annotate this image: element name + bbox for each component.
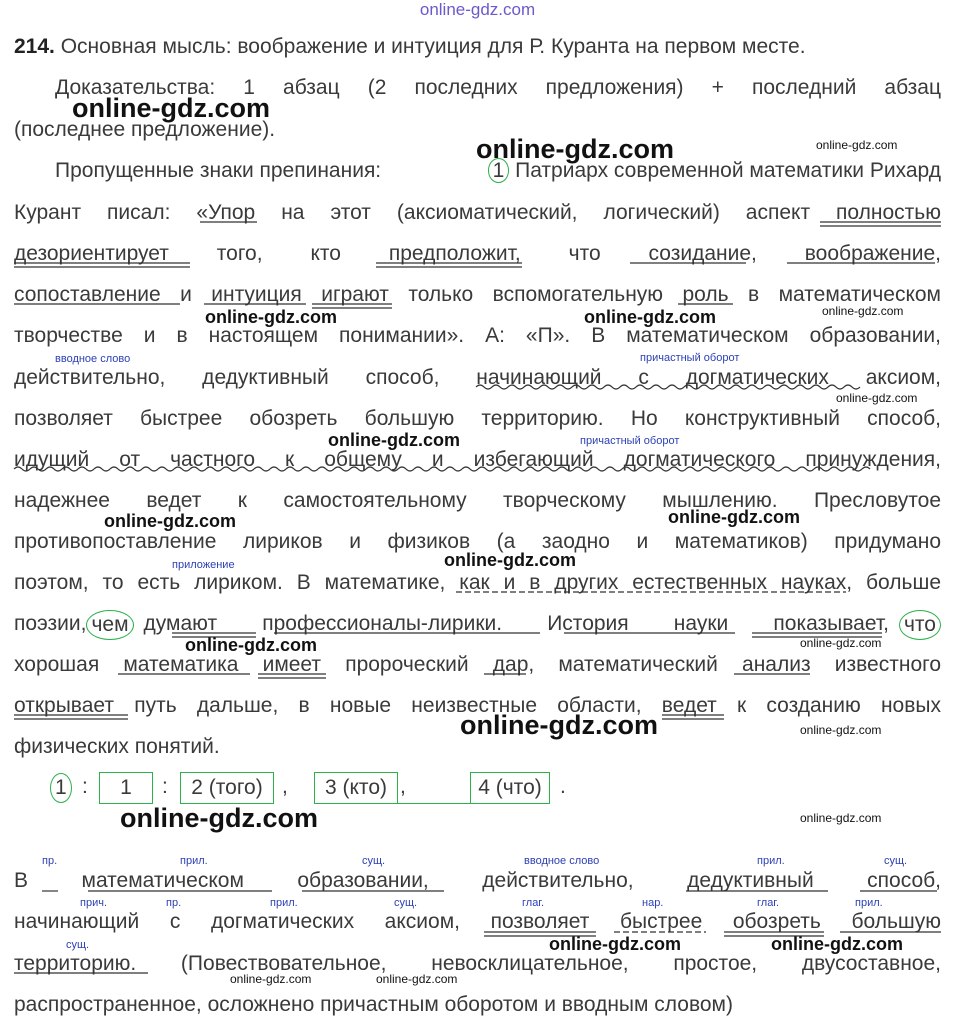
- tag-pr-2: пр.: [166, 897, 182, 909]
- watermark: online-gdz.com: [584, 307, 716, 327]
- parse-line-4: распространенное, осложнено причастным оборотом и вводным словом): [14, 993, 733, 1016]
- tag-glag-1: глаг.: [522, 897, 545, 909]
- watermark: online-gdz.com: [800, 811, 882, 825]
- text-14b: думают профессионалы-лирики. История науки показывает,: [143, 612, 889, 635]
- tag-prich: прич.: [80, 897, 108, 909]
- circle-chem: чем: [86, 610, 133, 640]
- watermark: online-gdz.com: [771, 934, 903, 954]
- watermark: online-gdz.com: [836, 391, 918, 405]
- tag-pr-1: пр.: [42, 855, 58, 867]
- scheme-colon-2: :: [162, 775, 168, 798]
- scheme-dot: .: [560, 775, 566, 798]
- watermark: online-gdz.com: [120, 803, 318, 833]
- tag-pril-2: прил.: [757, 855, 785, 867]
- scheme-circle-1: 1: [50, 773, 72, 803]
- wavy-nachinayushchiy: [476, 385, 860, 389]
- scheme-box-3: 3 (кто): [314, 772, 398, 804]
- tag-glag-2: глаг.: [757, 897, 780, 909]
- tag-sushch-4: сущ.: [66, 939, 90, 951]
- watermark: online-gdz.com: [668, 507, 800, 527]
- scheme-box-4: 4 (что): [470, 772, 550, 804]
- scheme-comma-2: ,: [400, 775, 406, 798]
- tag-vvod: вводное слово: [524, 855, 600, 867]
- watermark-top: online-gdz.com: [419, 0, 536, 19]
- note-participle-1: причастный оборот: [640, 352, 740, 364]
- tag-nar: нар.: [642, 897, 664, 909]
- text-line-16: открывает путь дальше, в новые неизвестные области, ведет к созданию новых: [14, 694, 941, 717]
- watermark: online-gdz.com: [816, 138, 898, 152]
- tag-sushch-3: сущ.: [394, 897, 418, 909]
- text-line-6: сопоставление и интуиция играют только вспомогательную роль в математическом: [14, 283, 941, 306]
- text-line-17: физических понятий.: [14, 735, 220, 758]
- parse-line-3: территорию. (Повествовательное, невосклицательное, простое, двусоставное,: [14, 952, 941, 975]
- watermark: online-gdz.com: [185, 635, 317, 655]
- note-intro-word: вводное слово: [55, 353, 131, 365]
- line3-rest: Патриарх современной математики Рихард: [515, 159, 941, 182]
- text-14a: поэзии,: [14, 612, 87, 635]
- scheme-box-1: 1: [99, 772, 153, 804]
- punct-label: Пропущенные знаки препинания:: [55, 159, 382, 182]
- text-line-13: поэтом, то есть лириком. В математике, как и в других естественных науках, больше: [14, 571, 941, 594]
- parse-line-1: В математическом образовании, действительно, дедуктивный способ,: [14, 869, 941, 892]
- text-line-10: идущий от частного к общему и избегающий догматического принуждения,: [14, 448, 941, 471]
- text-line-9: позволяет быстрее обозреть большую территорию. Но конструктивный способ,: [14, 407, 941, 430]
- note-participle-2: причастный оборот: [580, 435, 680, 447]
- parse-line-2: начинающий с догматических аксиом, позволяет быстрее обозреть большую: [14, 910, 941, 933]
- circle-chto: что: [899, 610, 941, 640]
- watermark: online-gdz.com: [476, 134, 674, 164]
- watermark: online-gdz.com: [460, 710, 658, 740]
- tag-pril-1: прил.: [180, 855, 208, 867]
- tag-sushch-1: сущ.: [362, 855, 386, 867]
- watermark: online-gdz.com: [800, 723, 882, 737]
- watermark: online-gdz.com: [376, 972, 458, 986]
- circle-mark-1: 1: [488, 158, 510, 183]
- text-line-5: дезориентирует того, кто предположит, что созидание, воображение,: [14, 242, 941, 265]
- tag-sushch-2: сущ.: [884, 855, 908, 867]
- wavy-idushchiy: [14, 467, 870, 471]
- proofs-line-2: (последнее предложение).: [14, 118, 276, 141]
- text-line-8: действительно, дедуктивный способ, начинающий с догматических аксиом,: [14, 366, 941, 389]
- text-line-11: надежнее ведет к самостоятельному творческому мышлению. Пресловутое: [14, 489, 941, 512]
- watermark: online-gdz.com: [444, 550, 576, 570]
- text-line-12: противопоставление лириков и физиков (а заодно и математиков) придумано: [14, 530, 941, 553]
- watermark: online-gdz.com: [230, 972, 312, 986]
- watermark: online-gdz.com: [72, 93, 270, 123]
- watermark: online-gdz.com: [822, 304, 904, 318]
- scheme-comma-1: ,: [282, 775, 288, 798]
- watermark: online-gdz.com: [549, 934, 681, 954]
- text-line-7: творчестве и в настоящем понимании». А: «П». В математическом образовании,: [14, 324, 941, 347]
- task-number: 214.: [14, 35, 55, 58]
- proofs-line-1: Доказательства: 1 абзац (2 последних предложения) + последний абзац: [55, 76, 941, 99]
- watermark: online-gdz.com: [328, 430, 460, 450]
- watermark: online-gdz.com: [800, 636, 882, 650]
- main-idea: Основная мысль: воображение и интуиция для Р. Куранта на первом месте.: [60, 35, 806, 58]
- watermark: online-gdz.com: [104, 511, 236, 531]
- note-apposition: приложение: [172, 559, 235, 571]
- tag-pril-3: прил.: [270, 897, 298, 909]
- watermark: online-gdz.com: [205, 307, 337, 327]
- scheme-box-2: 2 (того): [180, 772, 274, 804]
- text-line-15: хорошая математика имеет пророческий дар, математический анализ известного: [14, 653, 941, 676]
- scheme-colon-1: :: [82, 775, 88, 798]
- tag-pril-4: прил.: [855, 897, 883, 909]
- text-line-4: Курант писал: «Упор на этот (аксиоматический, логический) аспект полностью: [14, 201, 941, 224]
